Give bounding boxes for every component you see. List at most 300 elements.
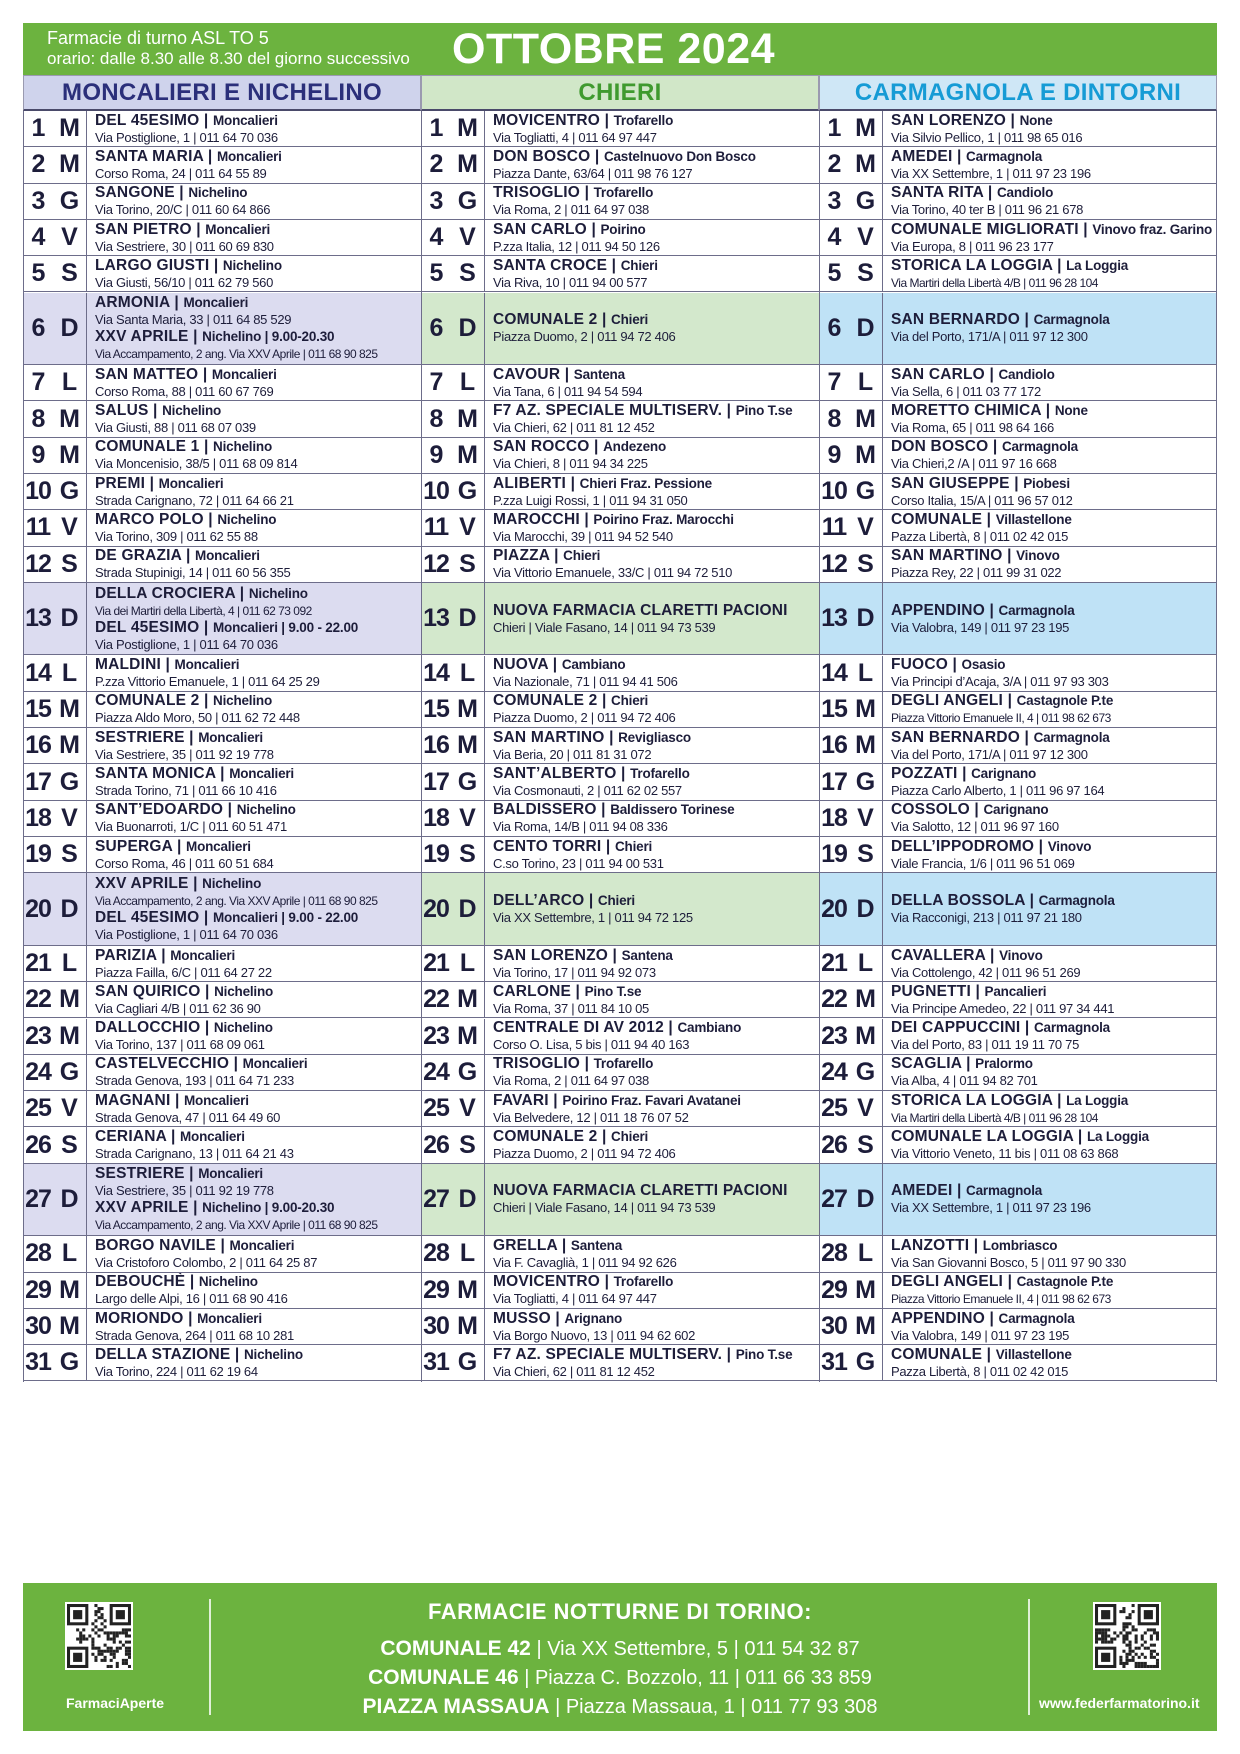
pharmacy-name: FUOCO	[891, 656, 948, 674]
day-of-week: D	[451, 873, 485, 945]
day-number: 5	[827, 259, 841, 288]
pharmacy-address: Strada Genova, 47 | 011 64 49 60	[95, 1109, 281, 1125]
pharmacy-name: CAVOUR	[493, 365, 561, 383]
pharmacy-address: Strada Torino, 71 | 011 66 10 416	[95, 783, 277, 799]
pharmacy-location: Pino T.se	[735, 1346, 793, 1362]
day-row	[819, 692, 1217, 728]
separator: |	[235, 584, 249, 602]
day-row	[23, 438, 421, 474]
separator: |	[1020, 1019, 1034, 1037]
pharmacy-title-line	[95, 765, 421, 783]
pharmacy-name: SESTRIERE	[95, 1165, 185, 1183]
separator: |	[184, 728, 199, 746]
pharmacy-address: Largo delle Alpi, 16 | 011 68 90 416	[95, 1291, 288, 1307]
pharmacy-address: Via Torino, 17 | 011 94 92 073	[493, 964, 656, 980]
day-number: 3	[429, 186, 443, 215]
pharmacy-name: COMUNALE	[891, 510, 983, 528]
pharmacy-title-line	[891, 1346, 1217, 1364]
pharmacy-location: Castagnole P.te	[1016, 1274, 1114, 1290]
grid-separator	[1216, 111, 1217, 1382]
day-of-week: L	[451, 656, 485, 691]
pharmacy-address: Via del Porto, 171/A | 011 97 12 300	[891, 329, 1088, 345]
column-header: CARMAGNOLA E DINTORNI	[819, 75, 1217, 111]
day-row	[421, 401, 819, 437]
day-of-week: G	[451, 474, 485, 509]
pharmacy-title-line	[493, 184, 819, 202]
day-number: 31	[25, 1348, 51, 1377]
pharmacy-title-line	[493, 1128, 819, 1146]
day-number: 23	[821, 1021, 847, 1050]
day-row	[819, 147, 1217, 183]
pharmacy-location: Trofarello	[613, 1274, 674, 1290]
day-of-week: S	[53, 547, 87, 582]
day-row	[819, 293, 1217, 366]
day-number: 1	[31, 114, 45, 143]
pharmacy-info	[485, 293, 819, 365]
pharmacy-info	[87, 547, 421, 582]
pharmacy-title-line	[95, 619, 421, 637]
footer-title: FARMACIE NOTTURNE DI TORINO:	[428, 1599, 812, 1624]
separator: |	[548, 656, 562, 674]
day-number: 22	[25, 985, 51, 1014]
header-subtitle: Farmacie di turno ASL TO 5	[47, 28, 269, 48]
day-number: 28	[821, 1239, 847, 1268]
pharmacy-name: F7 AZ. SPECIALE MULTISERV.	[493, 402, 723, 420]
day-number: 7	[429, 368, 443, 397]
pharmacy-address: C.so Torino, 23 | 011 94 00 531	[493, 855, 664, 871]
pharmacy-address: Via Principe Amedeo, 22 | 011 97 34 441	[891, 1000, 1115, 1016]
pharmacy-name: TRISOGLIO	[493, 1055, 581, 1073]
pharmacy-title-line	[493, 221, 819, 239]
pharmacy-location: Piobesi	[1023, 475, 1070, 491]
pharmacy-name: MAGNANI	[95, 1091, 171, 1109]
day-number: 11	[423, 513, 449, 542]
pharmacy-info	[883, 220, 1217, 255]
day-number: 31	[423, 1348, 449, 1377]
day-of-week: D	[53, 583, 87, 655]
pharmacy-address: P.zza Luigi Rossi, 1 | 011 94 31 050	[493, 492, 688, 508]
pharmacy-title-line	[95, 547, 421, 565]
pharmacy-info	[883, 1055, 1217, 1090]
pharmacy-title-line	[891, 112, 1217, 130]
pharmacy-address: Piazza Vittorio Emanuele II, 4 | 011 98 62 673	[891, 711, 1111, 726]
day-of-week: G	[451, 1055, 485, 1090]
pharmacy-title-line	[493, 602, 819, 620]
pharmacy-title-line	[95, 402, 421, 420]
pharmacy-name: DELLA CROCIERA	[95, 584, 236, 602]
pharmacy-info	[87, 1345, 421, 1380]
pharmacy-title-line	[891, 692, 1217, 710]
pharmacy-name: MORETTO CHIMICA	[891, 402, 1042, 420]
day-row	[819, 256, 1217, 292]
day-number: 27	[821, 1184, 847, 1213]
pharmacy-address: Via Chieri, 8 | 011 94 34 225	[493, 456, 648, 472]
day-of-week: S	[451, 256, 485, 291]
day-of-week: V	[849, 801, 883, 836]
page-title: OTTOBRE 2024	[452, 25, 776, 73]
day-of-week: L	[53, 946, 87, 981]
pharmacy-location: Moncalieri	[195, 548, 260, 564]
pharmacy-title-line	[891, 1237, 1217, 1255]
day-row	[23, 111, 421, 147]
day-of-week: M	[53, 111, 87, 146]
qr-code-icon	[1093, 1602, 1161, 1670]
pharmacy-location: Moncalieri	[186, 838, 251, 854]
pharmacy-name: MORIONDO	[95, 1309, 184, 1327]
separator: |	[557, 1236, 571, 1254]
pharmacy-info	[485, 147, 819, 182]
day-row	[23, 1236, 421, 1272]
pharmacy-info	[485, 365, 819, 400]
pharmacy-name: PIAZZA	[493, 547, 550, 565]
pharmacy-info	[485, 583, 819, 655]
day-row	[421, 837, 819, 873]
pharmacy-title-line	[493, 547, 819, 565]
pharmacy-title-line	[493, 402, 819, 420]
day-of-week: L	[849, 365, 883, 400]
day-of-week: M	[53, 982, 87, 1017]
day-row	[421, 1309, 819, 1345]
day-of-week: D	[451, 293, 485, 365]
column-header: MONCALIERI E NICHELINO	[23, 75, 421, 111]
pharmacy-location: Revigliasco	[618, 729, 691, 745]
pharmacy-title-line	[891, 765, 1217, 783]
pharmacy-location: Moncalieri	[174, 657, 240, 673]
separator: |	[663, 1019, 678, 1037]
day-of-week: M	[451, 1019, 485, 1054]
pharmacy-title-line	[891, 838, 1217, 856]
day-row	[421, 1127, 819, 1163]
night-pharmacy-address: Piazza Massaua, 1 | 011 77 93 308	[565, 1696, 878, 1718]
pharmacy-address: Corso O. Lisa, 5 bis | 011 94 40 163	[493, 1037, 690, 1053]
pharmacy-info	[87, 583, 421, 655]
pharmacy-name: CAVALLERA	[891, 946, 986, 964]
pharmacy-location: Carmagnola	[1001, 439, 1078, 455]
pharmacy-location: Moncalieri	[180, 1129, 245, 1145]
separator: |	[722, 1345, 736, 1363]
pharmacy-title-line	[95, 692, 421, 710]
pharmacy-name: DEI CAPPUCCINI	[891, 1019, 1021, 1037]
pharmacy-address: Via Torino, 224 | 011 62 19 64	[95, 1363, 258, 1379]
pharmacy-name: GRELLA	[493, 1236, 558, 1254]
pharmacy-info	[485, 1273, 819, 1308]
day-row	[421, 220, 819, 256]
day-number: 8	[31, 404, 45, 433]
day-number: 24	[423, 1057, 449, 1086]
pharmacy-location: Pancalieri	[984, 983, 1047, 999]
pharmacy-info	[883, 474, 1217, 509]
day-of-week: D	[849, 1164, 883, 1236]
day-of-week: L	[849, 656, 883, 691]
day-of-week: M	[849, 438, 883, 473]
pharmacy-address: Via Vittorio Veneto, 11 bis | 011 08 63 868	[891, 1146, 1119, 1162]
day-number: 29	[423, 1275, 449, 1304]
pharmacy-address: Via Roma, 14/B | 011 94 08 336	[493, 819, 668, 835]
pharmacy-address: Via XX Settembre, 1 | 011 97 23 196	[891, 165, 1091, 181]
pharmacy-title-line	[95, 366, 421, 384]
day-number: 19	[25, 840, 51, 869]
day-of-week: M	[53, 692, 87, 727]
day-row	[421, 184, 819, 220]
separator: |	[548, 1091, 563, 1109]
night-pharmacy-name: COMUNALE 42	[380, 1637, 531, 1660]
pharmacy-name: CARLONE	[493, 982, 572, 1000]
pharmacy-info	[883, 728, 1217, 763]
pharmacy-name: COMUNALE 2	[493, 1128, 598, 1146]
pharmacy-name: SAN CARLO	[493, 220, 587, 238]
pharmacy-name: MAROCCHI	[493, 510, 580, 528]
pharmacy-name: DEGLI ANGELI	[891, 692, 1004, 710]
qr-right-label: www.federfarmatorino.it	[1039, 1695, 1200, 1711]
pharmacy-title-line	[891, 602, 1217, 620]
day-of-week: M	[53, 438, 87, 473]
day-number: 30	[25, 1312, 51, 1341]
pharmacy-title-line	[891, 892, 1217, 910]
day-of-week: S	[451, 1127, 485, 1162]
separator: |	[970, 982, 985, 1000]
day-row	[421, 438, 819, 474]
pharmacy-title-line	[493, 1019, 819, 1037]
pharmacy-info	[485, 220, 819, 255]
separator: |	[198, 365, 212, 383]
separator: |	[947, 656, 962, 674]
pharmacy-info	[87, 982, 421, 1017]
day-number: 13	[423, 604, 449, 633]
pharmacy-title-line	[891, 729, 1217, 747]
pharmacy-title-line	[891, 656, 1217, 674]
separator: |	[957, 765, 972, 783]
pharmacy-address: Via Giusti, 88 | 011 68 07 039	[95, 420, 256, 436]
pharmacy-location: Pino T.se	[735, 403, 793, 419]
day-row	[819, 401, 1217, 437]
day-row	[421, 147, 819, 183]
day-number: 25	[821, 1094, 847, 1123]
pharmacy-name: CASTELVECCHIO	[95, 1055, 230, 1073]
day-row	[421, 656, 819, 692]
day-row	[819, 1019, 1217, 1055]
pharmacy-info	[883, 293, 1217, 365]
day-of-week: G	[53, 184, 87, 219]
pharmacy-info	[883, 510, 1217, 545]
day-of-week: L	[53, 1236, 87, 1271]
pharmacy-location: Candiolo	[998, 366, 1055, 382]
pharmacy-address: Via Accampamento, 2 ang. Via XXV Aprile | 011 68 90 825	[95, 347, 378, 362]
pharmacy-address: Via Santa Maria, 33 | 011 64 85 529	[95, 312, 292, 328]
separator: |	[170, 1091, 185, 1109]
pharmacy-info	[87, 365, 421, 400]
pharmacy-info	[87, 656, 421, 691]
day-number: 20	[821, 894, 847, 923]
separator: |	[1052, 256, 1067, 274]
separator: |	[600, 1273, 614, 1291]
pharmacy-location: Villastellone	[995, 1346, 1072, 1362]
pharmacy-title-line	[95, 294, 421, 312]
pharmacy-address: Via Principi d’Acaja, 3/A | 011 97 93 303	[891, 674, 1109, 690]
pharmacy-name: POZZATI	[891, 765, 958, 783]
pharmacy-title-line	[95, 184, 421, 202]
pharmacy-address: Via Silvio Pellico, 1 | 011 98 65 016	[891, 129, 1083, 145]
pharmacy-address: Via Sestriere, 30 | 011 60 69 830	[95, 238, 274, 254]
pharmacy-location: Cambiano	[677, 1020, 742, 1036]
day-number: 17	[25, 767, 51, 796]
separator: |	[984, 1309, 999, 1327]
day-number: 26	[25, 1130, 51, 1159]
pharmacy-address: Via Chieri, 62 | 011 81 12 452	[493, 420, 655, 436]
pharmacy-info	[883, 1309, 1217, 1344]
day-number: 26	[821, 1130, 847, 1159]
pharmacy-address: Via Borgo Nuovo, 13 | 011 94 62 602	[493, 1327, 696, 1343]
pharmacy-address: Strada Stupinigi, 14 | 011 60 56 355	[95, 565, 291, 581]
pharmacy-info	[87, 1236, 421, 1271]
day-row	[421, 764, 819, 800]
day-number: 15	[423, 694, 449, 723]
pharmacy-name: CENTRALE DI AV 2012	[493, 1019, 664, 1037]
day-of-week: S	[53, 1127, 87, 1162]
separator: |	[952, 147, 967, 165]
pharmacy-name: LANZOTTI	[891, 1236, 970, 1254]
day-number: 5	[31, 259, 45, 288]
pharmacy-name: SAN MATTEO	[95, 365, 199, 383]
pharmacy-name: MOVICENTRO	[493, 1273, 601, 1291]
pharmacy-title-line	[95, 1310, 421, 1328]
pharmacy-title-line	[891, 1019, 1217, 1037]
day-row	[421, 365, 819, 401]
pharmacy-location: Chieri	[563, 548, 601, 564]
pharmacy-info	[485, 1164, 819, 1236]
column-chieri	[421, 75, 819, 1379]
pharmacy-location: Santena	[570, 1237, 623, 1253]
separator: |	[524, 1667, 535, 1689]
day-row	[421, 1164, 819, 1237]
pharmacy-title-line	[95, 438, 421, 456]
pharmacy-address: Via Chieri, 62 | 011 81 12 452	[493, 1363, 655, 1379]
separator: |	[597, 311, 612, 329]
day-of-week: M	[451, 692, 485, 727]
day-of-week: L	[53, 365, 87, 400]
day-of-week: S	[451, 547, 485, 582]
pharmacy-address: Piazza Dante, 63/64 | 011 98 76 127	[493, 165, 693, 181]
separator: |	[597, 692, 612, 710]
separator: |	[536, 1638, 548, 1660]
pharmacy-title-line	[493, 112, 819, 130]
pharmacy-name: ALIBERTI	[493, 474, 567, 492]
separator: |	[589, 438, 604, 456]
separator: |	[984, 601, 999, 619]
day-number: 14	[423, 658, 449, 687]
separator: |	[200, 982, 215, 1000]
day-number: 24	[25, 1057, 51, 1086]
day-row	[819, 111, 1217, 147]
separator: |	[188, 875, 203, 893]
pharmacy-name: DELL’ARCO	[493, 892, 585, 910]
pharmacy-name: COMUNALE	[891, 1345, 983, 1363]
pharmacy-location: Vinovo	[999, 947, 1043, 963]
day-row	[819, 547, 1217, 583]
day-row	[819, 1273, 1217, 1309]
pharmacy-location: Chieri	[614, 838, 653, 854]
pharmacy-info	[485, 1091, 819, 1126]
pharmacy-title-line	[95, 511, 421, 529]
pharmacy-name: DELLA STAZIONE	[95, 1345, 231, 1363]
pharmacy-address: Via del Porto, 171/A | 011 97 12 300	[891, 746, 1088, 762]
day-of-week: M	[53, 401, 87, 436]
pharmacy-info	[87, 1091, 421, 1126]
pharmacy-name: DE GRAZIA	[95, 547, 182, 565]
pharmacy-name: SANTA MONICA	[95, 765, 216, 783]
day-of-week: M	[53, 1273, 87, 1308]
day-of-week: S	[849, 1127, 883, 1162]
day-row	[421, 873, 819, 946]
pharmacy-title-line	[493, 438, 819, 456]
pharmacy-info	[87, 728, 421, 763]
separator: |	[601, 837, 615, 855]
pharmacy-info	[883, 401, 1217, 436]
day-row	[819, 656, 1217, 692]
day-of-week: G	[53, 474, 87, 509]
pharmacy-title-line	[95, 1346, 421, 1364]
pharmacy-address: Via Valobra, 149 | 011 97 23 195	[891, 1327, 1070, 1343]
pharmacy-title-line	[493, 656, 819, 674]
pharmacy-title-line	[891, 1273, 1217, 1291]
pharmacy-location: Chieri	[611, 693, 649, 709]
day-row	[23, 837, 421, 873]
day-of-week: D	[849, 583, 883, 655]
pharmacy-location: Moncalieri	[183, 295, 249, 311]
day-of-week: V	[451, 220, 485, 255]
pharmacy-title-line	[493, 892, 819, 910]
day-row	[819, 1345, 1217, 1381]
pharmacy-address: Via dei Martiri della Libertà, 4 | 011 62 73 092	[95, 603, 312, 618]
pharmacy-info	[883, 1345, 1217, 1380]
pharmacy-address: Via Europa, 8 | 011 96 23 177	[891, 238, 1054, 254]
pharmacy-address: Corso Roma, 88 | 011 60 67 769	[95, 383, 274, 399]
pharmacy-name: MOVICENTRO	[493, 111, 601, 129]
pharmacy-name: NUOVA	[493, 656, 549, 674]
pharmacy-location: Poirino Fraz. Marocchi	[593, 511, 734, 527]
pharmacy-address: Via Postiglione, 1 | 011 64 70 036	[95, 636, 278, 652]
pharmacy-address: Via Torino, 309 | 011 62 55 88	[95, 528, 258, 544]
separator: |	[172, 837, 187, 855]
pharmacy-title-line	[493, 1273, 819, 1291]
day-row	[421, 1091, 819, 1127]
pharmacy-name: SAN MARTINO	[493, 728, 605, 746]
pharmacy-name: SAN LORENZO	[891, 111, 1007, 129]
separator: |	[961, 1055, 976, 1073]
pharmacy-info	[87, 1127, 421, 1162]
day-of-week: G	[451, 1345, 485, 1380]
day-number: 22	[821, 985, 847, 1014]
column-moncalieri	[23, 75, 421, 1379]
pharmacy-info	[883, 692, 1217, 727]
pharmacy-location: None	[1019, 112, 1053, 128]
pharmacy-title-line	[891, 221, 1217, 239]
pharmacy-address: Via Moncenisio, 38/5 | 011 68 09 814	[95, 456, 298, 472]
day-row	[819, 982, 1217, 1018]
pharmacy-name: SAN QUIRICO	[95, 982, 201, 1000]
pharmacy-address: Via del Porto, 83 | 011 19 11 70 75	[891, 1037, 1080, 1053]
pharmacy-address: Piazza Carlo Alberto, 1 | 011 96 97 164	[891, 783, 1105, 799]
pharmacy-title-line	[95, 1055, 421, 1073]
separator: |	[160, 656, 175, 674]
separator: |	[215, 765, 230, 783]
night-pharmacy-1	[23, 1635, 1217, 1663]
pharmacy-name: NUOVA FARMACIA CLARETTI PACIONI	[493, 1182, 788, 1200]
page-header	[23, 23, 1217, 75]
pharmacy-address: Via Tana, 6 | 011 94 54 594	[493, 383, 643, 399]
pharmacy-title-line	[95, 1092, 421, 1110]
pharmacy-name: DON BOSCO	[891, 438, 989, 456]
day-of-week: M	[451, 401, 485, 436]
